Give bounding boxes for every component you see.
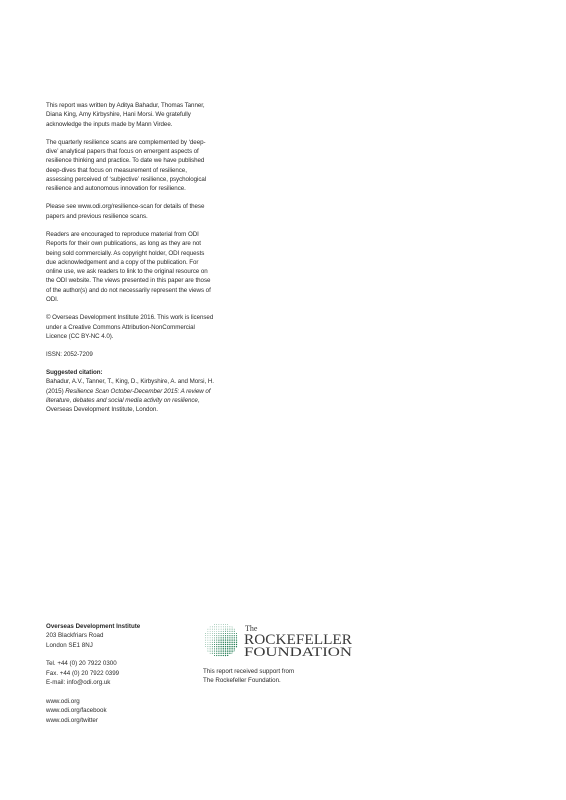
globe-dot [231,642,232,643]
globe-dot [216,629,217,630]
email: E-mail: info@odi.org.uk [46,679,111,687]
globe-dot [225,637,226,638]
website-paragraph: Please see www.odi.org/resilience-scan for details of these papers and previous resilience scans. [46,203,205,220]
globe-dot [214,648,215,649]
globe-dot [212,638,213,639]
globe-dot [229,648,230,649]
globe-dot [223,650,224,651]
postal-address [46,622,216,650]
globe-dot [231,648,232,649]
readers-paragraph: Readers are encouraged to reproduce material from ODI Reports for their own publications, as long as they are not being sold commercially. As copyright holder, ODI requests due acknowledgement and a copy of the publication. For online use, we ask readers to link to the original resource on the ODI website. The views presented in this paper are those of the author(s) and do not necessarily represent the views of ODI. [46,230,211,304]
globe-dot [220,644,221,645]
globe-dot [216,640,217,641]
globe-dot [234,646,235,647]
globe-dot [218,655,219,656]
globe-dot [208,633,209,634]
globe-dot [229,644,230,645]
globe-dot [227,644,228,645]
twitter-link: www.odi.org/twitter [46,716,98,724]
authors-paragraph: This report was written by Aditya Bahadur, Thomas Tanner, Diana King, Amy Kirbyshire, Hani Morsi. We gratefully acknowledge the inputs made by Mann Virdee. [46,102,205,128]
globe-dot [214,646,215,647]
globe-dot [231,646,232,647]
globe-dot [216,624,217,625]
globe-dot [232,626,233,627]
globe-dot [216,650,217,651]
globe-dot [225,642,226,643]
globe-dot [236,637,237,638]
globe-dot [227,629,228,630]
credits-column [46,101,214,424]
globe-dot [221,629,222,630]
globe-dot [212,631,213,632]
address-line-2: London SE1 8NJ [46,641,93,649]
globe-dot [234,650,235,651]
globe-dot [223,646,224,647]
globe-dot [236,642,237,643]
globe-dot [223,644,224,645]
globe-dot [205,642,206,643]
globe-dot [216,642,217,643]
globe-dot [208,629,209,630]
globe-dot [221,635,222,636]
globe-dot [218,635,219,636]
globe-dot [229,626,230,627]
globe-dot [227,637,228,638]
address-line-1: 203 Blackfriars Road [46,632,104,640]
globe-dot [234,635,235,636]
globe-dot [223,629,224,630]
globe-dot [216,644,217,645]
globe-dot [229,629,230,630]
org-name: Overseas Development Institute [46,623,141,630]
globe-dot [205,640,206,641]
globe-dot [225,648,226,649]
globe-dot [212,640,213,641]
support-note [203,667,353,686]
globe-dot [218,646,219,647]
globe-dot [231,653,232,654]
globe-dot [227,655,228,656]
logo-foundation-text: FOUNDATION [244,645,352,659]
globe-dot [220,653,221,654]
globe-dot [214,631,215,632]
globe-dot [227,650,228,651]
globe-dot [223,642,224,643]
web-links [46,697,216,725]
globe-dot [221,633,222,634]
globe-dot [208,642,209,643]
globe-dot [218,650,219,651]
globe-dot [232,631,233,632]
globe-dot [205,646,206,647]
globe-dot [210,651,211,652]
globe-dot [216,635,217,636]
globe-dot [208,631,209,632]
globe-dot [227,635,228,636]
globe-dot [210,629,211,630]
globe-dot [212,653,213,654]
globe-dot [227,653,228,654]
globe-dot [229,635,230,636]
globe-dot [236,644,237,645]
globe-dot [205,644,206,645]
support-line-1: This report received support from [203,668,295,675]
copyright-paragraph: © Overseas Development Institute 2016. This work is licensed under a Creative Commons Attribution-NonCommercial Licence (CC BY-NC 4.0). [46,314,214,340]
globe-dot [210,648,211,649]
globe-dot [227,639,228,640]
globe-dot [210,633,211,634]
globe-dot [231,637,232,638]
globe-dot [236,633,237,634]
globe-dot [225,629,226,630]
globe-dot [218,639,219,640]
facebook-link: www.odi.org/facebook [46,707,107,715]
globe-dot [221,627,222,628]
citation-publisher: , Overseas Development Institute, London. [46,397,200,414]
globe-dot [212,642,213,643]
globe-dot [210,631,211,632]
globe-dot [225,646,226,647]
globe-dot [220,646,221,647]
globe-icon [205,624,237,656]
globe-dot [229,633,230,634]
globe-dot [210,644,211,645]
citation-label: Suggested citation: [46,369,103,377]
globe-dot [234,629,235,630]
globe-dot [234,639,235,640]
globe-dot [216,648,217,649]
logo-rockefeller-text: ROCKEFELLER [244,632,353,648]
support-line-2: The Rockefeller Foundation. [203,677,281,685]
globe-dot [223,639,224,640]
globe-dot [232,633,233,634]
globe-dot [225,631,226,632]
globe-dot [212,646,213,647]
globe-dot [216,631,217,632]
globe-dot [227,648,228,649]
globe-dot [223,633,224,634]
globe-dot [212,633,213,634]
globe-dot [207,648,208,649]
globe-dot [214,627,215,628]
globe-dot [208,644,209,645]
globe-dot [231,635,232,636]
globe-dot [208,635,209,636]
globe-dot [210,646,211,647]
globe-dot [236,639,237,640]
globe-dot [220,639,221,640]
globe-dot [216,653,217,654]
globe-dot [214,635,215,636]
globe-dot [223,655,224,656]
globe-dot [218,653,219,654]
globe-dot [236,635,237,636]
globe-dot [227,646,228,647]
globe-dot [225,624,226,625]
globe-dot [219,631,220,632]
globe-dot [212,651,213,652]
globe-dot [212,627,213,628]
globe-dot [227,631,228,632]
globe-dot [212,629,213,630]
globe-dot [214,624,215,625]
globe-dot [212,635,213,636]
globe-dot [220,642,221,643]
globe-dot [219,624,220,625]
globe-dot [214,633,215,634]
website-link: www.odi.org [46,697,80,705]
globe-dot [225,653,226,654]
globe-dot [214,642,215,643]
citation-authors: Bahadur, A.V., Tanner, T., King, D., Kirbyshire, A. and Morsi, H. (2015) [46,378,214,395]
fax: Fax. +44 (0) 20 7922 0399 [46,669,120,677]
globe-dot [205,635,206,636]
globe-dot [218,633,219,634]
globe-dot [216,633,217,634]
globe-dot [223,627,224,628]
globe-dot [229,650,230,651]
globe-dot [207,651,208,652]
resilience-scans-paragraph: The quarterly resilience scans are complemented by ‘deep-dive’ analytical papers that focus on emergent aspects of resilience thinking and practice. To date we have published deep-dives that focus on measurement of resilience, assessing perceived of ‘subjective’ resilience, psychological resilience and autonomous innovation for resilience. [46,138,207,193]
globe-dot [208,640,209,641]
globe-dot [210,642,211,643]
issn: ISSN: 2052-7209 [46,350,93,358]
citation-title: Resilience Scan October-December 2015: A review of literature, debates and social media activity on resilience [46,387,211,405]
globe-dot [234,642,235,643]
globe-dot [221,631,222,632]
globe-dot [210,627,211,628]
globe-dot [214,655,215,656]
globe-dot [219,629,220,630]
globe-dot [236,646,237,647]
globe-dot [223,653,224,654]
globe-dot [218,637,219,638]
globe-dot [214,651,215,652]
globe-dot [205,633,206,634]
globe-dot [208,646,209,647]
globe-dot [214,653,215,654]
globe-dot [205,638,206,639]
globe-dot [229,642,230,643]
globe-dot [216,637,217,638]
globe-dot [220,650,221,651]
logo-the-text: The [245,624,258,633]
globe-dot [208,638,209,639]
odi-address-block [46,622,216,734]
globe-dot [229,637,230,638]
globe-dot [232,629,233,630]
globe-dot [229,631,230,632]
globe-dot [225,639,226,640]
globe-dot [225,635,226,636]
globe-dot [227,627,228,628]
globe-dot [214,629,215,630]
globe-dot [225,650,226,651]
globe-dot [223,637,224,638]
globe-dot [234,637,235,638]
globe-dot [227,642,228,643]
globe-dot [218,642,219,643]
telephone: Tel. +44 (0) 20 7922 0300 [46,660,117,668]
globe-dot [225,655,226,656]
globe-dot [216,655,217,656]
globe-dot [225,627,226,628]
globe-dot [227,624,228,625]
globe-dot [218,648,219,649]
globe-dot [218,644,219,645]
globe-dot [229,639,230,640]
rockefeller-foundation-logo [202,619,362,661]
contact-details [46,659,216,687]
globe-dot [234,644,235,645]
globe-dot [220,637,221,638]
globe-dot [234,633,235,634]
globe-dot [223,624,224,625]
globe-dot [223,631,224,632]
globe-dot [229,653,230,654]
globe-dot [212,644,213,645]
globe-dot [225,644,226,645]
globe-dot [223,648,224,649]
globe-dot [231,644,232,645]
globe-dot [221,624,222,625]
globe-dot [229,646,230,647]
globe-dot [210,640,211,641]
globe-dot [234,631,235,632]
globe-dot [225,633,226,634]
globe-dot [231,639,232,640]
globe-dot [227,633,228,634]
globe-dot [210,635,211,636]
citation-text [46,377,214,414]
globe-dot [220,648,221,649]
globe-dot [210,653,211,654]
globe-dot [220,655,221,656]
globe-dot [216,627,217,628]
globe-dot [212,648,213,649]
globe-dot [219,627,220,628]
globe-dot [214,637,215,638]
globe-dot [223,635,224,636]
globe-dot [231,650,232,651]
globe-dot [214,644,215,645]
globe-dot [234,648,235,649]
globe-dot [210,638,211,639]
globe-dot [216,646,217,647]
globe-dot [214,640,215,641]
